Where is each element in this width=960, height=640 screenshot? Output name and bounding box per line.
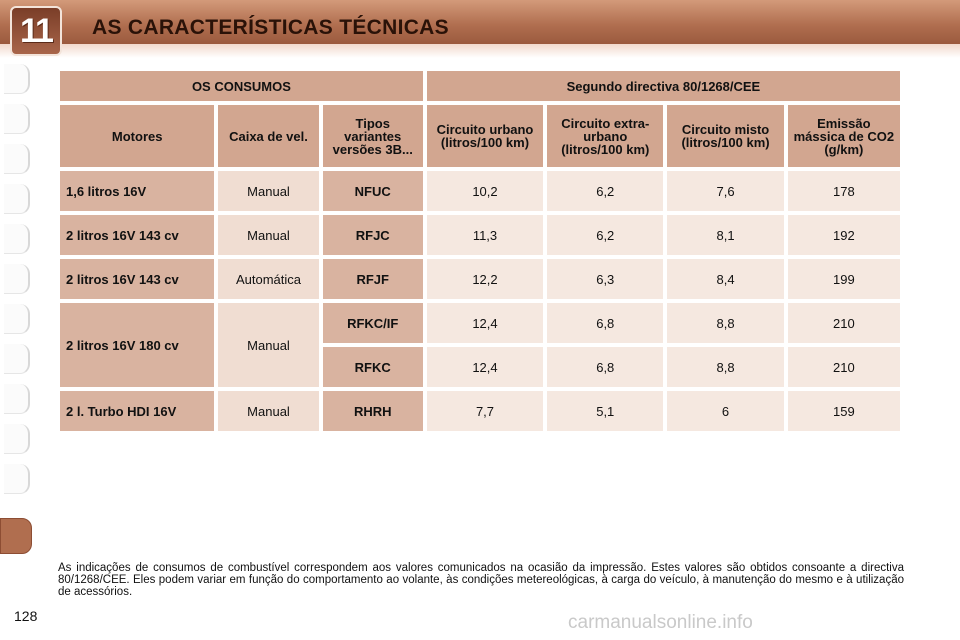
cell-urban: 10,2	[427, 171, 543, 211]
header-directiva: Segundo directiva 80/1268/CEE	[427, 71, 900, 101]
cell-co2: 159	[788, 391, 900, 431]
cell-extra: 6,2	[547, 215, 663, 255]
cell-urban: 12,4	[427, 347, 543, 387]
side-tab[interactable]	[4, 344, 30, 374]
cell-motor: 1,6 litros 16V	[60, 171, 214, 211]
side-tab[interactable]	[4, 104, 30, 134]
cell-mixed: 6	[667, 391, 783, 431]
side-tab[interactable]	[4, 184, 30, 214]
page-number: 128	[14, 608, 38, 624]
cell-co2: 192	[788, 215, 900, 255]
cell-co2: 178	[788, 171, 900, 211]
cell-motor: 2 l. Turbo HDI 16V	[60, 391, 214, 431]
col-misto: Circuito misto (litros/100 km)	[667, 105, 783, 167]
side-tab[interactable]	[4, 384, 30, 414]
cell-co2: 210	[788, 347, 900, 387]
col-co2: Emissão mássica de CO2 (g/km)	[788, 105, 900, 167]
cell-urban: 12,4	[427, 303, 543, 343]
col-tipos: Tipos variantes versões 3B...	[323, 105, 423, 167]
header-highlight	[0, 44, 960, 58]
col-caixa: Caixa de vel.	[218, 105, 318, 167]
side-tab[interactable]	[4, 304, 30, 334]
cell-mixed: 8,8	[667, 303, 783, 343]
cell-extra: 6,2	[547, 171, 663, 211]
table-row	[60, 391, 900, 431]
page-title: AS CARACTERÍSTICAS TÉCNICAS	[92, 16, 449, 39]
side-tab[interactable]	[4, 424, 30, 454]
side-tab[interactable]	[4, 464, 30, 494]
cell-mixed: 8,8	[667, 347, 783, 387]
side-tab-active[interactable]	[0, 518, 32, 554]
cell-gearbox: Manual	[218, 215, 318, 255]
cell-type: RFKC	[323, 347, 423, 387]
cell-motor: 2 litros 16V 143 cv	[60, 215, 214, 255]
table-row	[60, 171, 900, 211]
cell-extra: 6,8	[547, 347, 663, 387]
consumption-table	[56, 67, 904, 435]
side-tab[interactable]	[4, 144, 30, 174]
table-row	[60, 303, 900, 343]
cell-urban: 12,2	[427, 259, 543, 299]
cell-mixed: 8,1	[667, 215, 783, 255]
footnote: As indicações de consumos de combustível correspondem aos valores comunicados na ocasião da impressão. Estes valores são obtidos consoante a directiva 80/1268/CEE. Eles podem variar em função do comportamento ao volante, às condições metereológicas, à carga do veículo, à manutenção do mesmo e à utilização de acessórios.	[58, 562, 904, 598]
cell-gearbox: Manual	[218, 171, 318, 211]
cell-type: NFUC	[323, 171, 423, 211]
side-tab[interactable]	[4, 264, 30, 294]
side-tab[interactable]	[4, 224, 30, 254]
col-extra-urbano: Circuito extra-urbano (litros/100 km)	[547, 105, 663, 167]
cell-mixed: 7,6	[667, 171, 783, 211]
cell-urban: 7,7	[427, 391, 543, 431]
table-row	[60, 259, 900, 299]
cell-gearbox: Manual	[218, 391, 318, 431]
cell-gearbox: Automática	[218, 259, 318, 299]
side-tab[interactable]	[4, 64, 30, 94]
watermark: carmanualsonline.info	[568, 612, 753, 633]
cell-motor: 2 litros 16V 180 cv	[60, 303, 214, 387]
chapter-number: 11	[20, 11, 52, 50]
cell-urban: 11,3	[427, 215, 543, 255]
cell-extra: 6,8	[547, 303, 663, 343]
cell-co2: 199	[788, 259, 900, 299]
cell-type: RFKC/IF	[323, 303, 423, 343]
cell-type: RFJF	[323, 259, 423, 299]
table-row	[60, 215, 900, 255]
cell-motor: 2 litros 16V 143 cv	[60, 259, 214, 299]
cell-type: RFJC	[323, 215, 423, 255]
chapter-side-tabs	[0, 64, 34, 574]
cell-extra: 6,3	[547, 259, 663, 299]
col-motores: Motores	[60, 105, 214, 167]
cell-gearbox: Manual	[218, 303, 318, 387]
cell-mixed: 8,4	[667, 259, 783, 299]
chapter-badge	[10, 6, 62, 56]
cell-type: RHRH	[323, 391, 423, 431]
cell-co2: 210	[788, 303, 900, 343]
col-urbano: Circuito urbano (litros/100 km)	[427, 105, 543, 167]
cell-extra: 5,1	[547, 391, 663, 431]
header-consumos: OS CONSUMOS	[60, 71, 423, 101]
